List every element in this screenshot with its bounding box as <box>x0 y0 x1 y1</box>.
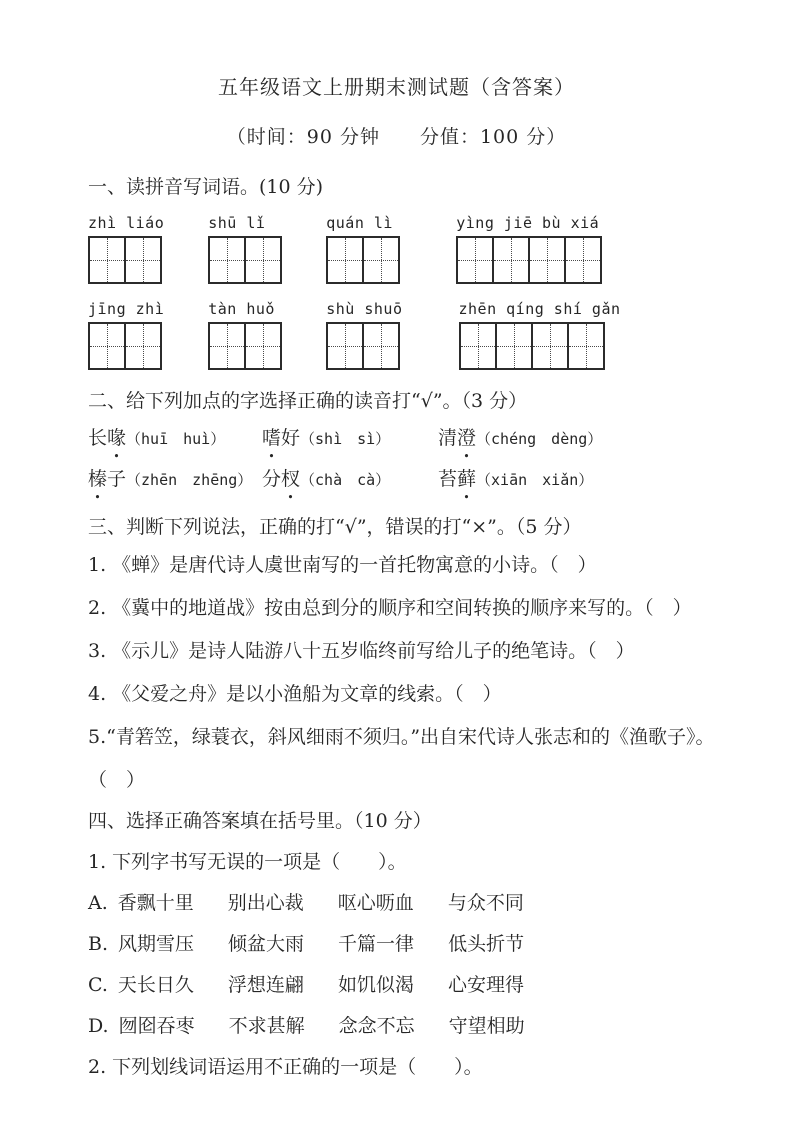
pinyin-options: （chà cà） <box>300 471 391 489</box>
grid-cell <box>494 238 530 282</box>
grid-cell <box>328 324 364 368</box>
pinyin-word-group <box>88 298 164 370</box>
idiom-word: 香飘十里 <box>117 892 194 914</box>
option-label: B. <box>88 933 109 955</box>
emphasized-char: 喙 <box>107 427 127 449</box>
idiom-word: 别出心裁 <box>227 892 304 914</box>
pinyin-options: （zhēn zhēng） <box>126 471 253 489</box>
option-row <box>88 924 733 965</box>
pronunciation-row <box>88 459 733 500</box>
writing-grid <box>326 236 400 284</box>
grid-cell <box>533 324 569 368</box>
pinyin-options: （huī huì） <box>126 430 226 448</box>
grid-cell <box>126 324 160 368</box>
pronunciation-item <box>88 418 262 459</box>
grid-cell <box>458 238 494 282</box>
word-char: 子 <box>107 468 127 490</box>
pinyin-row <box>88 298 733 370</box>
pinyin-label: jīng zhì <box>88 300 165 318</box>
pinyin-word-group <box>459 298 621 370</box>
pinyin-writing-area <box>88 212 733 370</box>
emphasized-char: 杈 <box>281 468 301 490</box>
pinyin-options: （xiān xiǎn） <box>476 471 594 489</box>
grid-cell <box>246 324 280 368</box>
writing-grid <box>456 236 602 284</box>
word-char: 长 <box>88 427 108 449</box>
pinyin-word-group <box>326 212 400 284</box>
grid-cell <box>497 324 533 368</box>
pinyin-options: （shì sì） <box>300 430 391 448</box>
pinyin-word-group <box>326 298 402 370</box>
section-2-heading: 二、给下列加点的字选择正确的读音打“√”。（3 分） <box>88 390 528 412</box>
pinyin-word-group <box>88 212 164 284</box>
idiom-word: 浮想连翩 <box>227 974 304 996</box>
pronunciation-item <box>262 418 438 459</box>
option-label: C. <box>88 974 108 996</box>
option-label: A. <box>88 892 108 914</box>
idiom-word: 与众不同 <box>447 892 524 914</box>
word-char: 清 <box>438 427 458 449</box>
option-row <box>88 883 733 924</box>
pronunciation-item <box>262 459 438 500</box>
word-char: 好 <box>281 427 301 449</box>
pinyin-label: zhì liáo <box>88 214 165 232</box>
grid-cell <box>90 238 126 282</box>
emphasized-char: 嗜 <box>262 427 282 449</box>
true-false-item: 4. 《父爱之舟》是以小渔船为文章的线索。（ ） <box>88 683 502 705</box>
writing-grid <box>88 236 162 284</box>
writing-grid <box>208 322 282 370</box>
section-2-pronunciation <box>88 384 733 500</box>
pronunciation-item <box>438 418 602 459</box>
grid-cell <box>461 324 497 368</box>
grid-cell <box>210 324 246 368</box>
grid-cell <box>364 324 398 368</box>
exam-meta: （时间：90 分钟 分值：100 分） <box>226 126 567 148</box>
section-3-true-false <box>88 510 733 802</box>
true-false-item: 2. 《冀中的地道战》按由总到分的顺序和空间转换的顺序来写的。（ ） <box>88 597 692 619</box>
grid-cell <box>530 238 566 282</box>
idiom-word: 囫囵吞枣 <box>118 1015 195 1037</box>
grid-cell <box>566 238 600 282</box>
idiom-word: 低头折节 <box>448 933 525 955</box>
pinyin-word-group <box>456 212 602 284</box>
idiom-word: 倾盆大雨 <box>228 933 305 955</box>
idiom-word: 天长日久 <box>117 974 194 996</box>
grid-cell <box>364 238 398 282</box>
grid-cell <box>246 238 280 282</box>
pinyin-label: zhēn qíng shí gǎn <box>458 300 621 318</box>
true-false-item: 3. 《示儿》是诗人陆游八十五岁临终前写给儿子的绝笔诗。（ ） <box>88 640 635 662</box>
pronunciation-row <box>88 418 733 459</box>
section-1-heading: 一、读拼音写词语。(10 分) <box>88 176 324 198</box>
pronunciation-item <box>88 459 262 500</box>
pinyin-label: shū lǐ <box>208 214 266 232</box>
emphasized-char: 藓 <box>457 468 477 490</box>
section-4-heading: 四、选择正确答案填在括号里。（10 分） <box>88 810 432 832</box>
pronunciation-item <box>438 459 593 500</box>
pinyin-label: shù shuō <box>326 300 403 318</box>
title-block <box>0 72 793 152</box>
pinyin-label: yìng jiē bù xiá <box>456 214 600 232</box>
idiom-word: 如饥似渴 <box>337 974 414 996</box>
question-2: 2. 下列划线词语运用不正确的一项是（ ）。 <box>88 1056 483 1078</box>
idiom-word: 呕心呖血 <box>337 892 414 914</box>
section-1-pinyin-writing <box>88 170 733 370</box>
option-label: D. <box>88 1015 109 1037</box>
grid-cell <box>328 238 364 282</box>
pinyin-label: quán lì <box>326 214 393 232</box>
grid-cell <box>210 238 246 282</box>
option-row <box>88 1006 733 1047</box>
page-title: 五年级语文上册期末测试题（含答案） <box>218 75 575 99</box>
word-char: 苔 <box>438 468 458 490</box>
writing-grid <box>326 322 400 370</box>
grid-cell <box>90 324 126 368</box>
pronunciation-area <box>88 418 733 500</box>
idiom-word: 千篇一律 <box>338 933 415 955</box>
section-4-multiple-choice <box>88 804 733 1088</box>
idiom-word: 不求甚解 <box>228 1015 305 1037</box>
grid-cell <box>569 324 603 368</box>
pinyin-row <box>88 212 733 284</box>
pinyin-word-group <box>208 212 282 284</box>
writing-grid <box>459 322 605 370</box>
pinyin-word-group <box>208 298 282 370</box>
grid-cell <box>126 238 160 282</box>
idiom-word: 守望相助 <box>448 1015 525 1037</box>
pinyin-options: （chéng dèng） <box>476 430 603 448</box>
emphasized-char: 榛 <box>88 468 108 490</box>
true-false-items <box>88 544 733 802</box>
option-list <box>88 883 733 1047</box>
option-row <box>88 965 733 1006</box>
true-false-item: 5.“青箬笠，绿蓑衣，斜风细雨不须归。”出自宋代诗人张志和的《渔歌子》。 <box>88 726 715 748</box>
true-false-item: 1. 《蝉》是唐代诗人虞世南写的一首托物寓意的小诗。（ ） <box>88 554 597 576</box>
question-1: 1. 下列字书写无误的一项是（ ）。 <box>88 851 407 873</box>
word-char: 分 <box>262 468 282 490</box>
emphasized-char: 澄 <box>457 427 477 449</box>
writing-grid <box>208 236 282 284</box>
true-false-item: （ ） <box>88 769 146 791</box>
section-3-heading: 三、判断下列说法，正确的打“√”，错误的打“×”。（5 分） <box>88 516 582 538</box>
writing-grid <box>88 322 162 370</box>
pinyin-label: tàn huǒ <box>208 300 275 318</box>
idiom-word: 念念不忘 <box>338 1015 415 1037</box>
idiom-word: 心安理得 <box>447 974 524 996</box>
idiom-word: 风期雪压 <box>118 933 195 955</box>
